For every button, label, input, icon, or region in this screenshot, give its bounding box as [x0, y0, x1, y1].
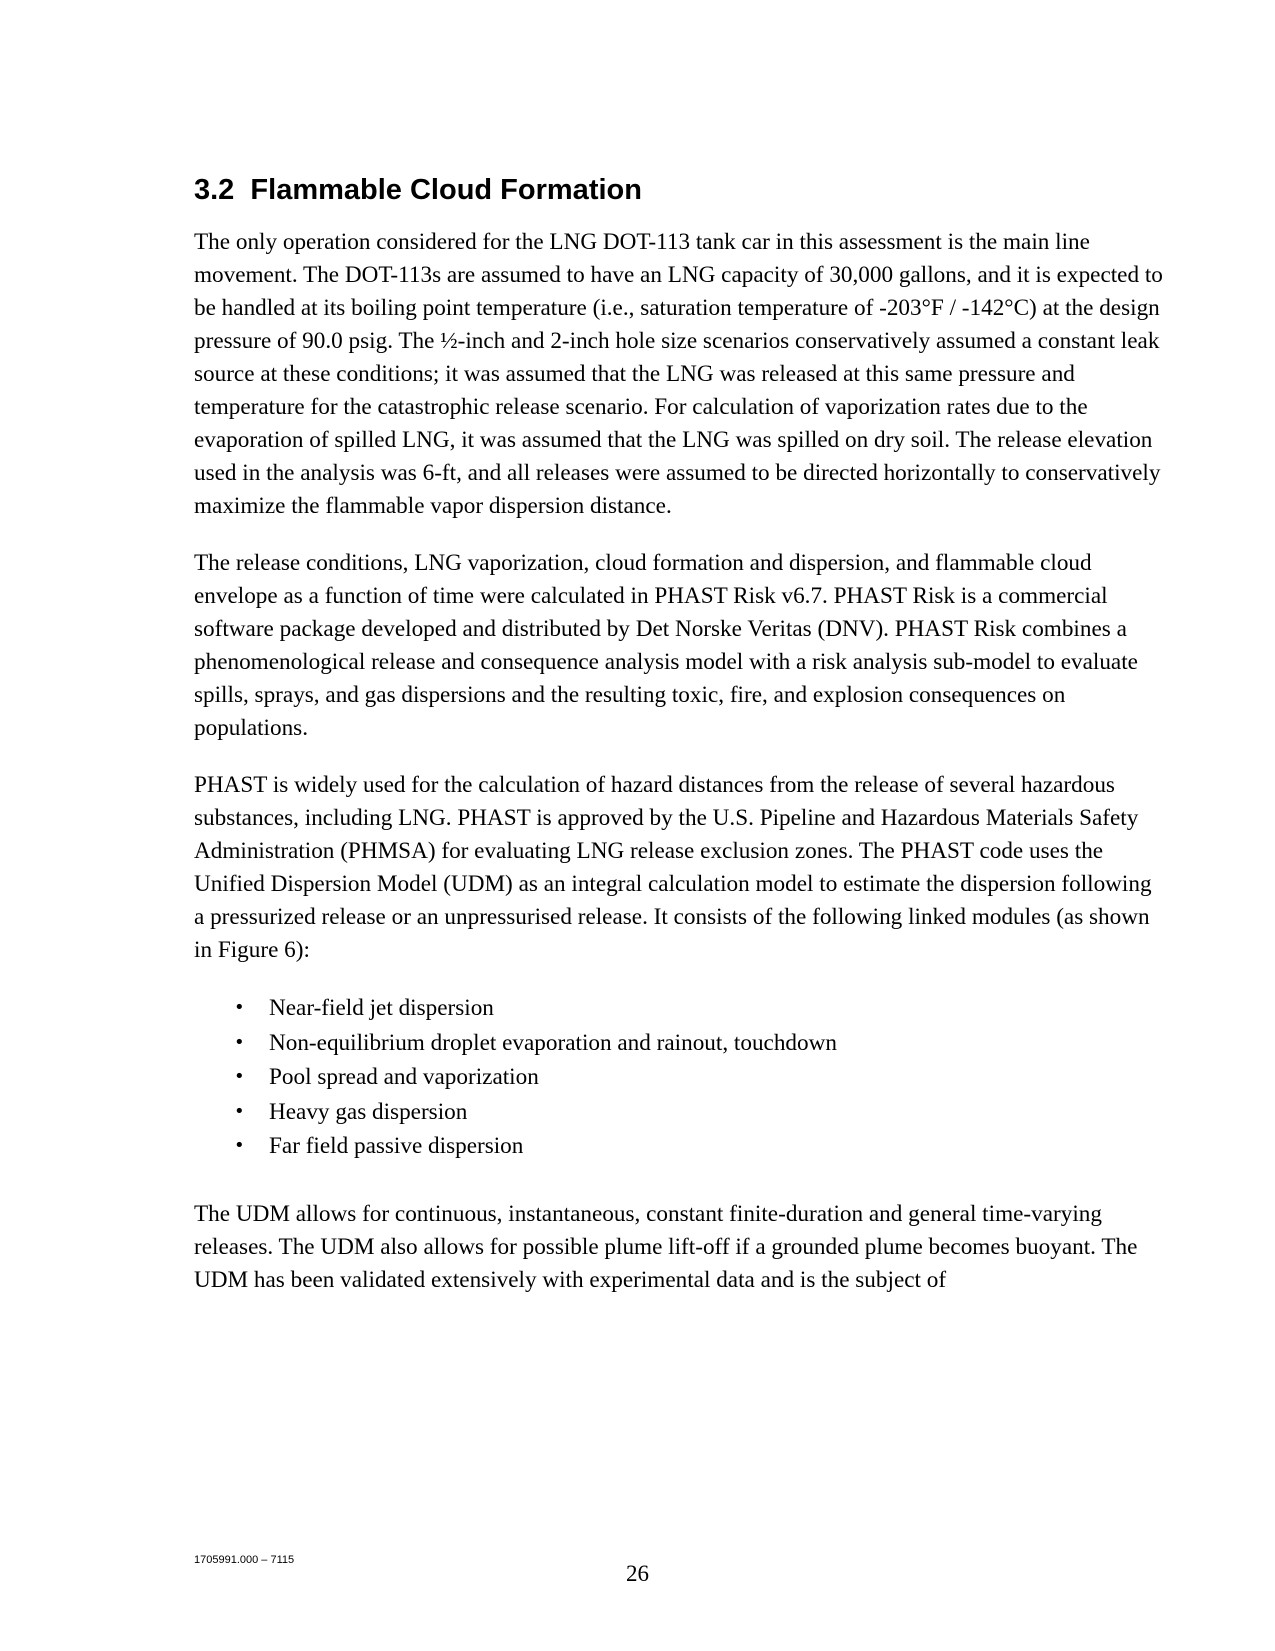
list-item — [194, 1060, 1174, 1095]
paragraph-phast-risk: The release conditions, LNG vaporization, cloud formation and dispersion, and flammable cloud envelope as a function of time were calculated in PHAST Risk v6.7. PHAST Risk is a commercial software package developed and distributed by Det Norske Veritas (DNV). PHAST Risk combines a phenomenological release and consequence analysis model with a risk analysis sub-model to evaluate spills, sprays, and gas dispersions and the resulting toxic, fire, and explosion consequences on populations. — [194, 550, 1138, 741]
list-item — [194, 1095, 1174, 1130]
paragraph-udm-releases: The UDM allows for continuous, instantaneous, constant finite-duration and general time-varying releases. The UDM also allows for possible plume lift-off if a grounded plume becomes buoyant. The UDM has been validated extensively with experimental data and is the subject of — [194, 1200, 1138, 1293]
bullet-icon: • — [234, 1100, 245, 1122]
list-item — [194, 1129, 1174, 1164]
module-list — [194, 991, 1174, 1164]
list-item-text: Pool spread and vaporization — [269, 1064, 539, 1090]
list-item — [194, 1026, 1174, 1061]
bullet-icon: • — [234, 1066, 245, 1087]
list-item — [194, 991, 1174, 1026]
section-heading: 3.2 Flammable Cloud Formation — [194, 174, 642, 206]
list-item-text: Non-equilibrium droplet evaporation and rainout, touchdown — [269, 1029, 837, 1056]
page-content — [194, 172, 1174, 1321]
list-item-text: Far field passive dispersion — [269, 1133, 524, 1159]
footer-document-id: 1705991.000 – 7115 — [194, 1554, 295, 1566]
page-number: 26 — [626, 1561, 649, 1586]
bullet-icon: • — [234, 997, 245, 1018]
list-item-text: Near-field jet dispersion — [269, 995, 494, 1021]
paragraph-operation: The only operation considered for the LNG DOT-113 tank car in this assessment is the main line movement. The DOT-113s are assumed to have an LNG capacity of 30,000 gallons, and it is expected to be handled at its boiling point temperature (i.e., saturation temperature of -203°F / -142°C) at the design pressure of 90.0 psig. The ½-inch and 2-inch hole size scenarios conservatively assumed a constant leak source at these conditions; it was assumed that the LNG was released at this same pressure and temperature for the catastrophic release scenario. For calculation of vaporization rates due to the evaporation of spilled LNG, it was assumed that the LNG was spilled on dry soil. The release elevation used in the analysis was 6-ft, and all releases were assumed to be directed horizontally to conservatively maximize the flammable vapor dispersion distance. — [194, 229, 1163, 519]
bullet-icon: • — [234, 1135, 245, 1156]
paragraph-phast-udm: PHAST is widely used for the calculation of hazard distances from the release of several hazardous substances, including LNG. PHAST is approved by the U.S. Pipeline and Hazardous Materials Safety Administration (PHMSA) for evaluating LNG release exclusion zones. The PHAST code uses the Unified Dispersion Model (UDM) as an integral calculation model to estimate the dispersion following a pressurized release or an unpressurised release. It consists of the following linked modules (as shown in Figure 6): — [194, 772, 1152, 963]
bullet-icon: • — [234, 1031, 245, 1053]
list-item-text: Heavy gas dispersion — [269, 1098, 468, 1125]
